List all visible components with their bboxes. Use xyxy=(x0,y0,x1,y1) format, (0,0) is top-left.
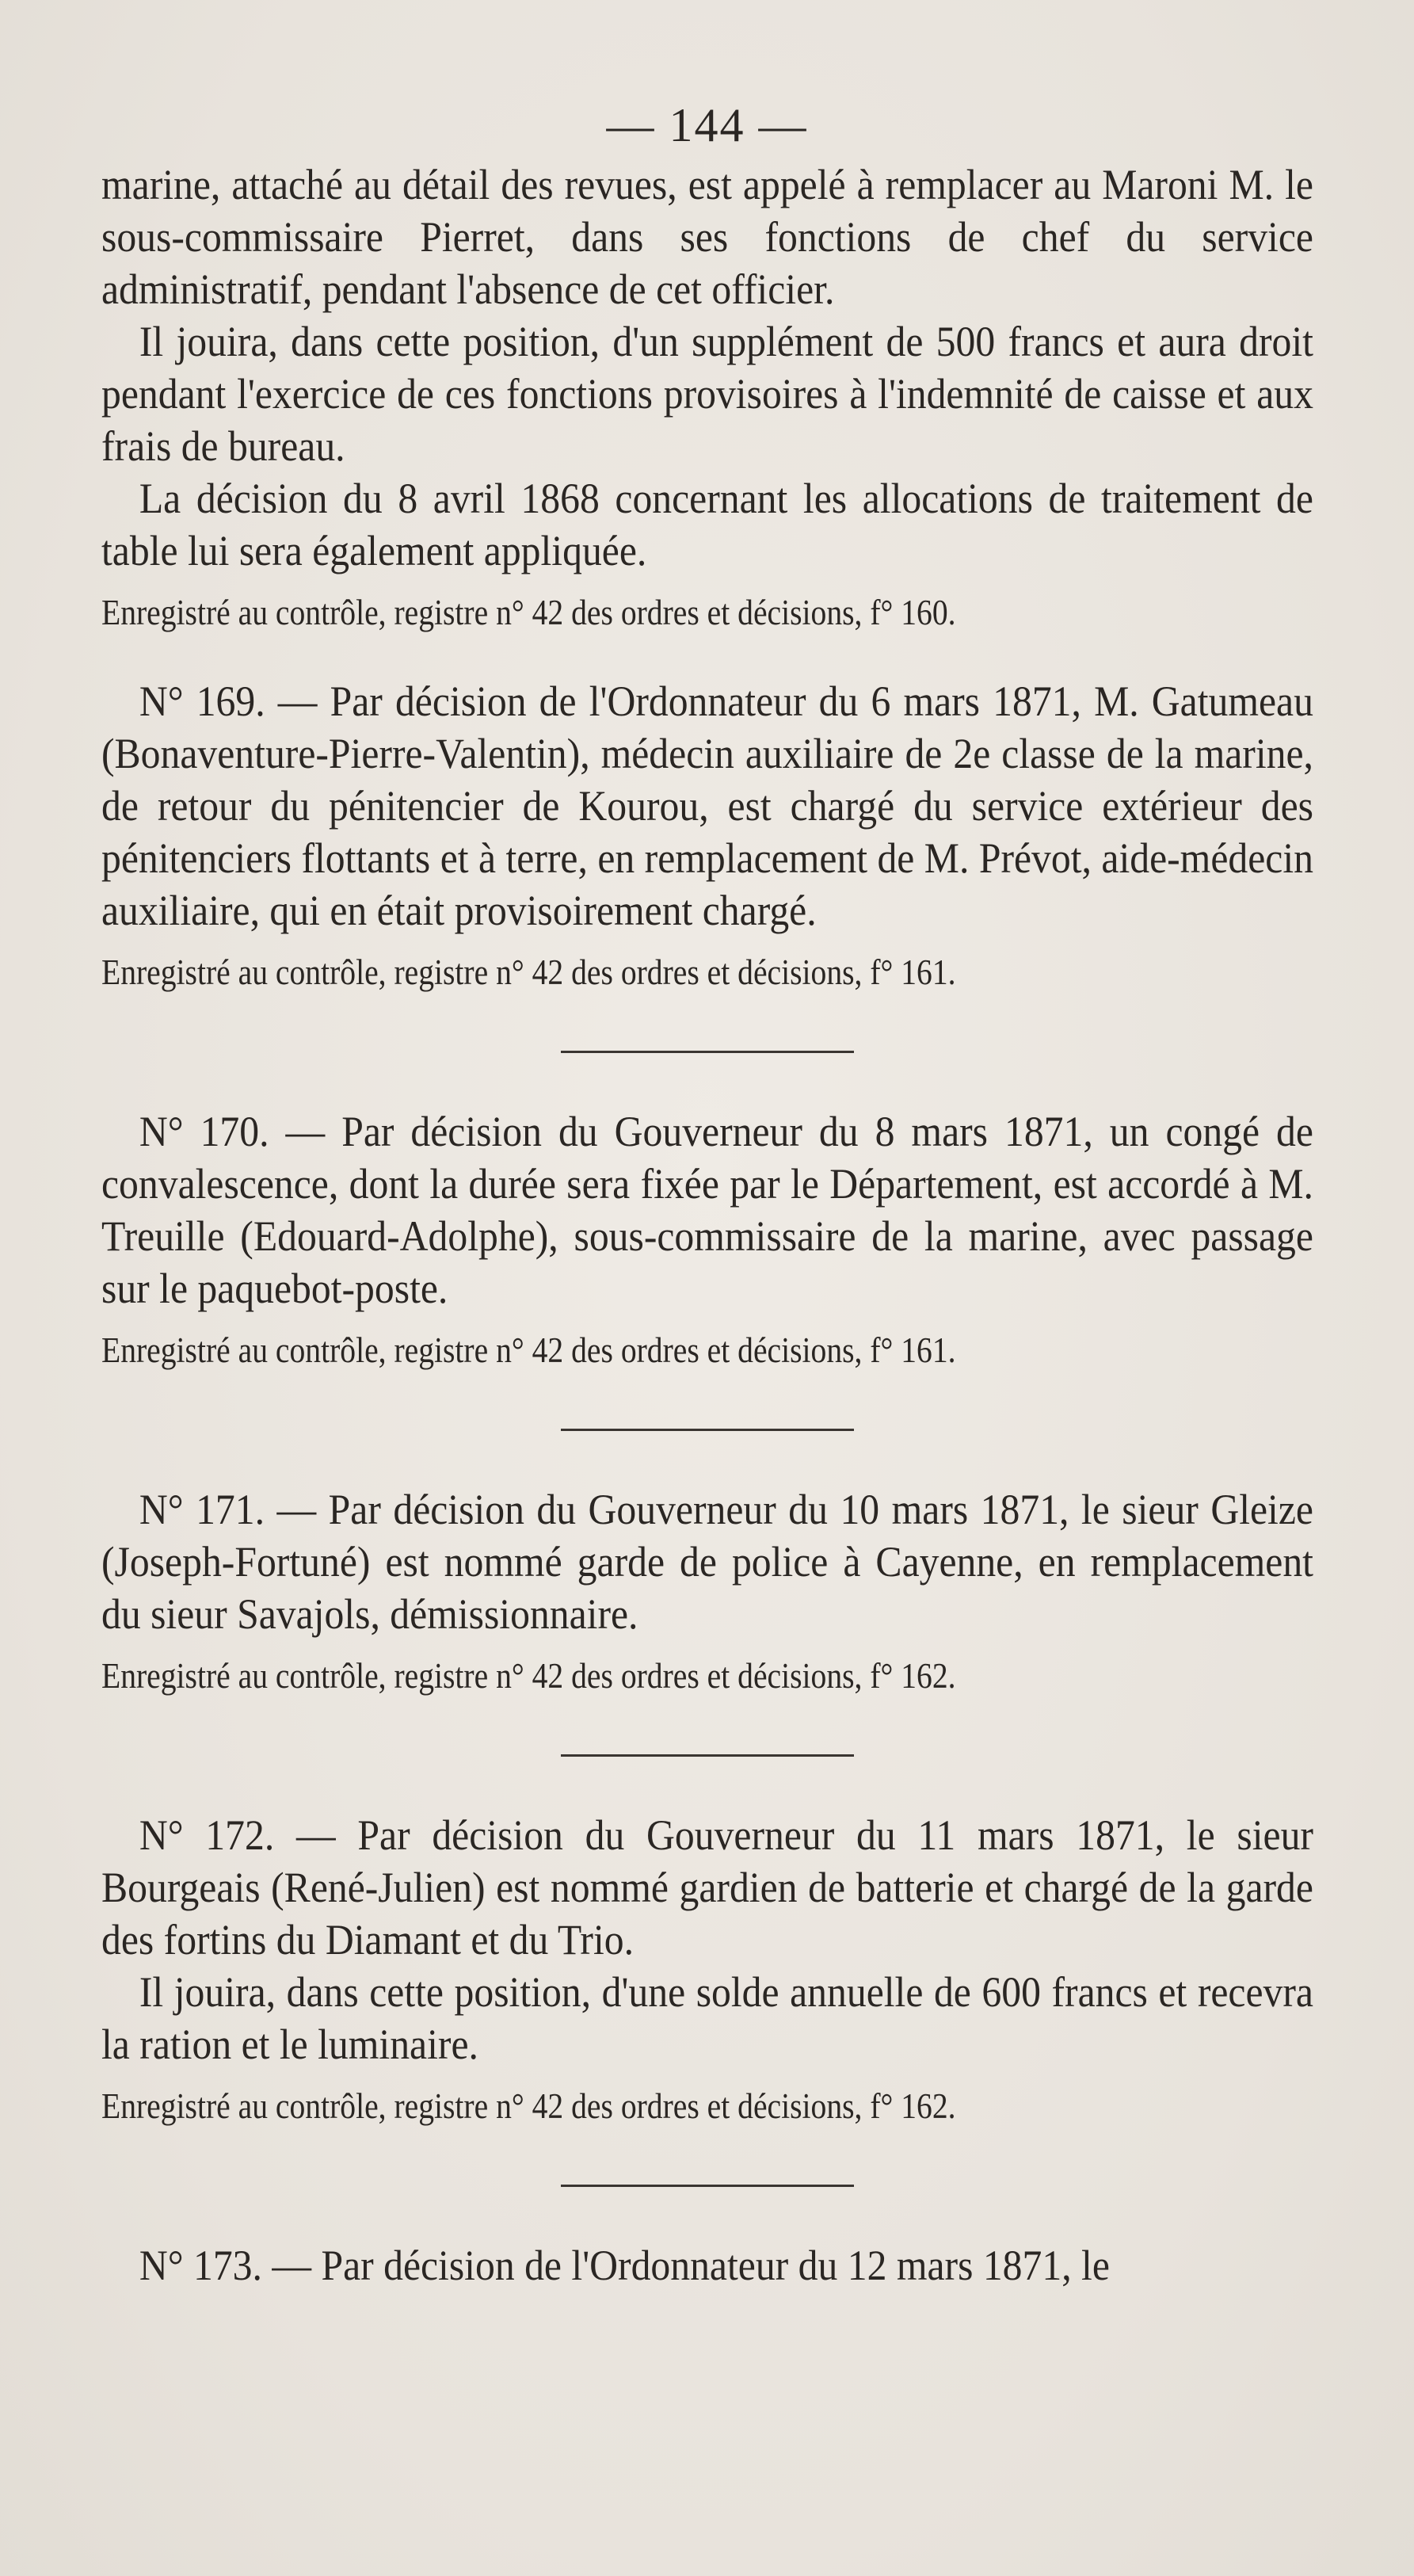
decision-173 xyxy=(101,2239,1313,2292)
paragraph: N° 172. — Par décision du Gouverneur du 11 mars 1871, le sieur Bourgeais (René-Julien) est nommé gardien de batterie et chargé de la garde des fortins du Diamant et du Trio. xyxy=(101,1811,1313,1963)
section-divider xyxy=(561,2185,854,2187)
registry-note: Enregistré au contrôle, registre n° 42 des ordres et décisions, f° 161. xyxy=(101,952,956,992)
spacer xyxy=(101,635,1313,675)
registry-note: Enregistré au contrôle, registre n° 42 des ordres et décisions, f° 160. xyxy=(101,593,956,632)
document-body xyxy=(101,158,1313,2292)
paragraph: N° 173. — Par décision de l'Ordonnateur du 12 mars 1871, le xyxy=(139,2242,1110,2289)
section-divider xyxy=(561,1051,854,1053)
section-divider xyxy=(561,1754,854,1757)
registry-note: Enregistré au contrôle, registre n° 42 des ordres et décisions, f° 162. xyxy=(101,2086,956,2126)
section-divider xyxy=(561,1429,854,1431)
decision-170 xyxy=(101,1105,1313,1373)
decision-171 xyxy=(101,1483,1313,1699)
paragraph: La décision du 8 avril 1868 concernant les allocations de traitement de table lui sera également appliquée. xyxy=(101,475,1313,574)
paragraph: Il jouira, dans cette position, d'un supplément de 500 francs et aura droit pendant l'exercice de ces fonctions provisoires à l'indemnité de caisse et aux frais de bureau. xyxy=(101,318,1313,470)
paragraph: N° 171. — Par décision du Gouverneur du 10 mars 1871, le sieur Gleize (Joseph-Fortuné) est nommé garde de police à Cayenne, en remplacement du sieur Savajols, démissionnaire. xyxy=(101,1486,1313,1638)
page-number-header: — 144 — xyxy=(606,99,808,151)
paragraph: N° 170. — Par décision du Gouverneur du 8 mars 1871, un congé de convalescence, dont la durée sera fixée par le Département, est accordé à M. Treuille (Edouard-Adolphe), sous-commissaire de la marine, avec passage sur le paquebot-poste. xyxy=(101,1108,1313,1312)
paragraph: Il jouira, dans cette position, d'une solde annuelle de 600 francs et recevra la ration et le luminaire. xyxy=(101,1968,1313,2068)
registry-note: Enregistré au contrôle, registre n° 42 des ordres et décisions, f° 162. xyxy=(101,1656,956,1696)
paragraph: N° 169. — Par décision de l'Ordonnateur du 6 mars 1871, M. Gatumeau (Bonaventure-Pierre-Valentin), médecin auxiliaire de 2e classe de la marine, de retour du pénitencier de Kourou, est chargé du service extérieur des pénitenciers flottants et à terre, en remplacement de M. Prévot, aide-médecin auxiliaire, qui en était provisoirement chargé. xyxy=(101,677,1313,934)
decision-continuation xyxy=(101,158,1313,635)
decision-172 xyxy=(101,1809,1313,2129)
paragraph: marine, attaché au détail des revues, est appelé à remplacer au Maroni M. le sous-commissaire Pierret, dans ses fonctions de chef du service administratif, pendant l'absence de cet officier. xyxy=(101,161,1313,313)
registry-note: Enregistré au contrôle, registre n° 42 des ordres et décisions, f° 161. xyxy=(101,1330,956,1370)
decision-169 xyxy=(101,675,1313,995)
